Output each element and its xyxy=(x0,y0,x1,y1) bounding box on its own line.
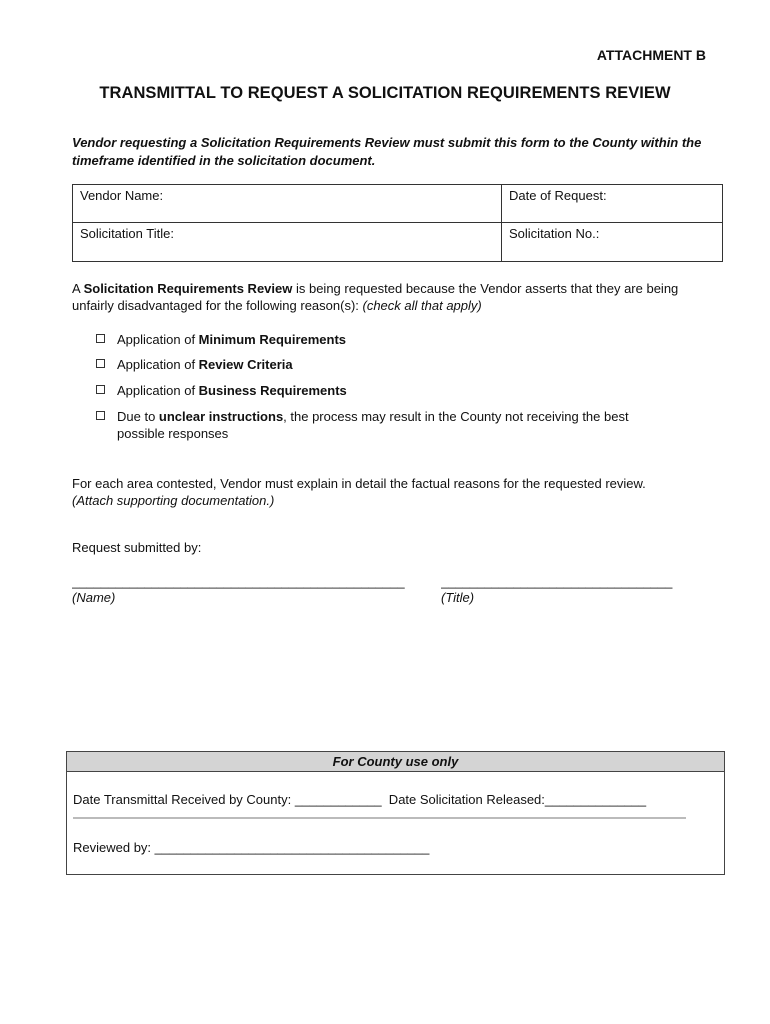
solicitation-title-field[interactable] xyxy=(73,223,502,261)
vendor-info-table xyxy=(72,184,723,262)
vendor-name-label: Vendor Name: xyxy=(80,188,164,203)
contest-instructions xyxy=(72,475,712,509)
reason-check-hint: (check all that apply) xyxy=(362,298,482,313)
county-divider xyxy=(73,817,686,819)
request-submitted-by-label: Request submitted by: xyxy=(72,540,202,555)
checklist-item-label: Due to unclear instructions, the process may result in the County not receiving the best possible responses xyxy=(117,409,629,441)
checkbox[interactable] xyxy=(96,359,105,368)
reason-statement xyxy=(72,280,712,314)
county-use-body xyxy=(66,772,725,875)
attachment-label: ATTACHMENT B xyxy=(596,47,706,63)
checklist-item-label: Application of Minimum Requirements xyxy=(117,332,347,347)
date-of-request-label: Date of Request: xyxy=(509,188,607,203)
reason-bold-term: Solicitation Requirements Review xyxy=(83,281,293,296)
title-signature-line[interactable]: ________________________________ xyxy=(441,574,673,589)
checklist-item-minimum-requirements xyxy=(96,331,346,348)
name-signature-line[interactable]: ______________________________________________ xyxy=(72,574,405,589)
checkbox[interactable] xyxy=(96,411,105,420)
title-label: (Title) xyxy=(441,590,475,605)
date-of-request-field[interactable] xyxy=(502,185,722,223)
solicitation-no-field[interactable] xyxy=(502,223,722,261)
contest-attach-note: (Attach supporting documentation.) xyxy=(72,493,275,508)
reason-text-start: A xyxy=(72,281,84,296)
solicitation-title-label: Solicitation Title: xyxy=(80,226,174,241)
name-label: (Name) xyxy=(72,590,116,605)
checkbox[interactable] xyxy=(96,385,105,394)
checklist-item-label: Application of Review Criteria xyxy=(117,357,293,372)
county-use-header: For County use only xyxy=(66,751,725,772)
intro-instructions: Vendor requesting a Solicitation Requirements Review must submit this form to the County within the timeframe identified in the solicitation document. xyxy=(72,135,702,168)
vendor-name-field[interactable] xyxy=(73,185,502,223)
checklist-item-review-criteria xyxy=(96,356,293,373)
date-received-line[interactable]: Date Transmittal Received by County: ____________ Date Solicitation Released:______________ xyxy=(73,792,647,807)
checklist-item-unclear-instructions xyxy=(96,408,657,442)
checkbox[interactable] xyxy=(96,334,105,343)
reason-text-end: is being requested because the Vendor asserts that they are being unfairly disadvantaged for the following reason(s): xyxy=(72,281,679,313)
reviewed-by-line[interactable]: Reviewed by: ______________________________________ xyxy=(73,840,430,855)
checklist-item-business-requirements xyxy=(96,382,347,399)
contest-text: For each area contested, Vendor must explain in detail the factual reasons for the requested review. xyxy=(72,476,646,491)
checklist-item-label: Application of Business Requirements xyxy=(117,383,347,398)
county-use-box xyxy=(66,751,725,875)
solicitation-no-label: Solicitation No.: xyxy=(509,226,600,241)
page-title: TRANSMITTAL TO REQUEST A SOLICITATION REQUIREMENTS REVIEW xyxy=(99,84,671,102)
